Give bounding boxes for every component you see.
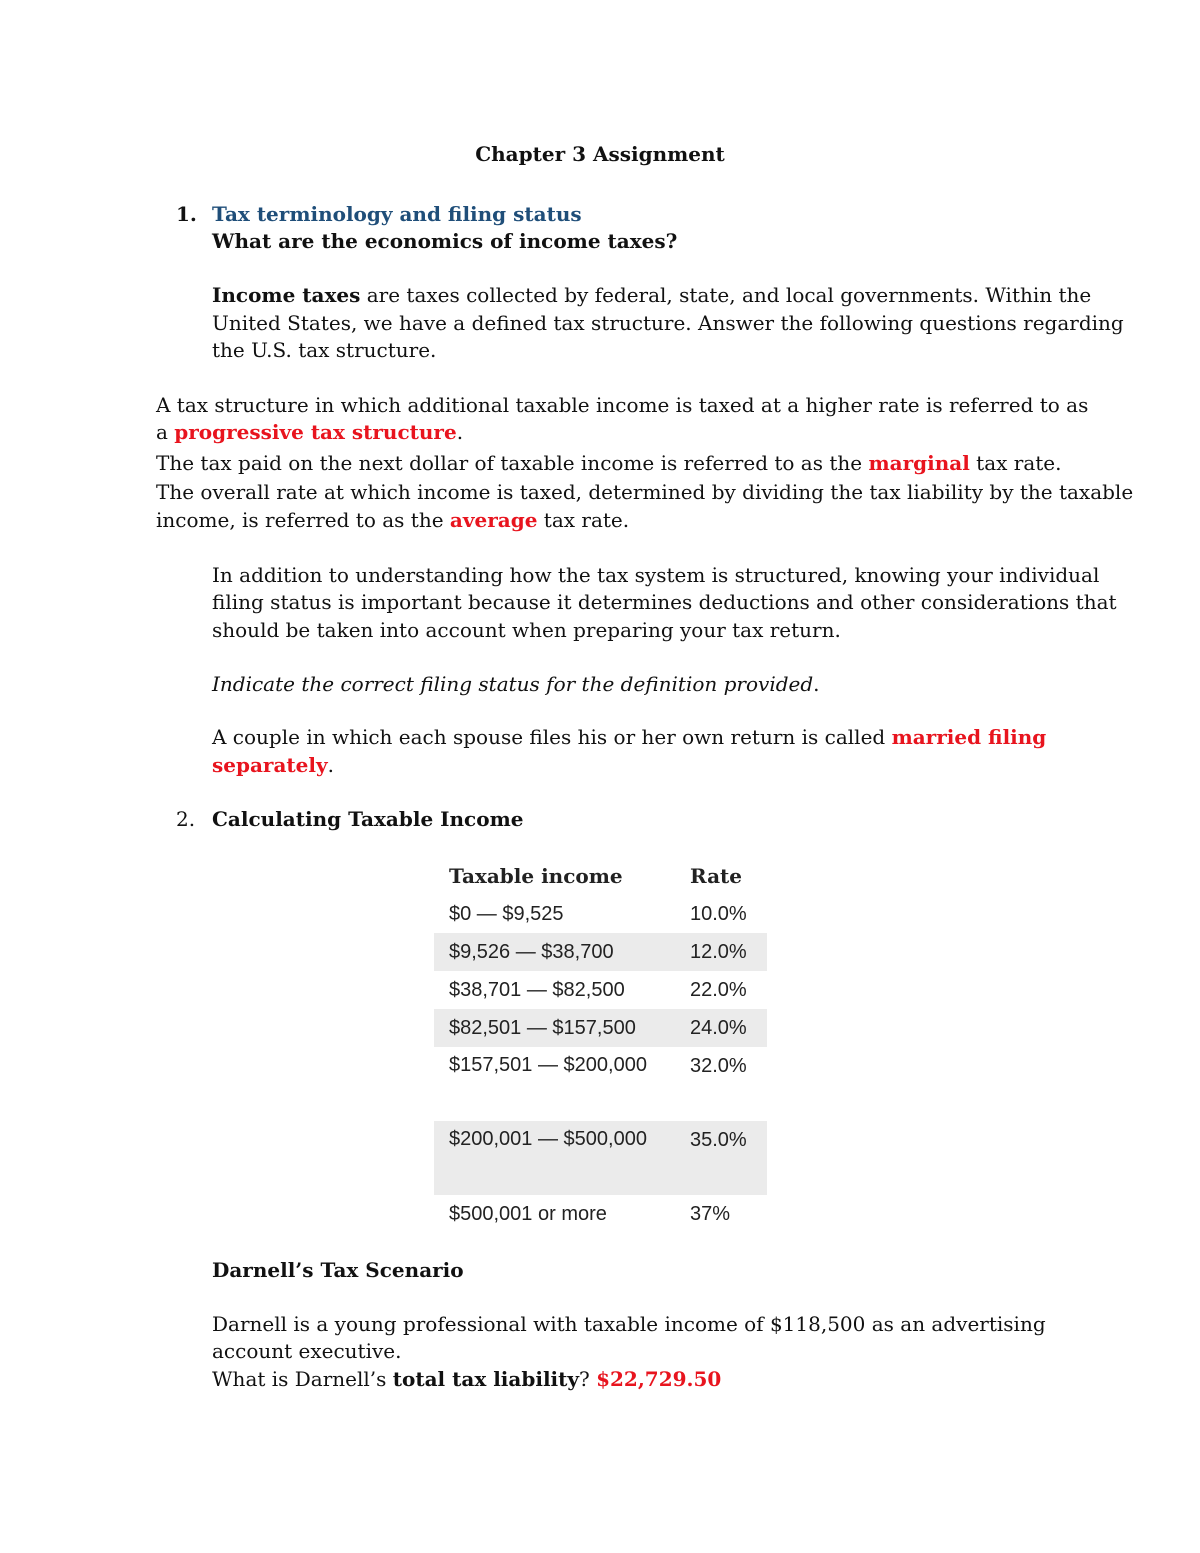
- question-average-suffix: tax rate.: [537, 508, 630, 532]
- intro-paragraph-line-2: United States, we have a defined tax structure. Answer the following questions regarding: [212, 311, 1124, 335]
- answer-progressive: progressive tax structure: [174, 420, 457, 444]
- header-rate: Rate: [690, 864, 743, 888]
- question-progressive-suffix: .: [456, 420, 464, 444]
- answer-average: average: [449, 508, 538, 532]
- bracket-rate: 22.0%: [690, 979, 747, 1001]
- answer-marginal: marginal: [868, 451, 970, 475]
- table-row: [434, 895, 767, 933]
- filing-paragraph-line-2: filing status is important because it determines deductions and other considerations that: [212, 590, 1117, 614]
- question-progressive-prefix: a: [156, 420, 175, 444]
- bracket-rate: 12.0%: [675, 933, 767, 971]
- answer-filing-part-2: separately: [212, 753, 328, 777]
- question-average-prefix: income, is referred to as the: [156, 508, 450, 532]
- intro-paragraph-line-1: [212, 281, 1091, 309]
- section-2-heading: Calculating Taxable Income: [212, 807, 524, 831]
- question-filing-suffix: .: [327, 753, 334, 777]
- section-1-question: What are the economics of income taxes?: [212, 229, 678, 253]
- question-filing-prefix: A couple in which each spouse files his or her own return is called: [212, 725, 892, 749]
- filing-instruction: [212, 670, 820, 698]
- income-taxes-term: Income taxes: [212, 283, 361, 307]
- bracket-range: $38,701 — $82,500: [449, 979, 625, 1001]
- table-row: [434, 1121, 767, 1195]
- filing-paragraph-line-1: In addition to understanding how the tax system is structured, knowing your individual: [212, 563, 1100, 587]
- question-marginal-suffix: tax rate.: [969, 451, 1062, 475]
- section-1-number: 1.: [176, 202, 197, 226]
- bracket-range: $157,501 — $200,000: [449, 1054, 647, 1076]
- scenario-heading: Darnell’s Tax Scenario: [212, 1258, 464, 1282]
- table-row: [434, 1195, 767, 1233]
- question-progressive-line-1: A tax structure in which additional taxable income is taxed at a higher rate is referred to as: [156, 393, 1089, 417]
- bracket-range: $500,001 or more: [449, 1203, 607, 1225]
- question-average-line-2: [156, 506, 629, 534]
- filing-instruction-period: .: [813, 672, 820, 696]
- tax-bracket-table: [434, 857, 767, 1233]
- table-row: [434, 1047, 767, 1121]
- scenario-line-1: Darnell is a young professional with taxable income of $118,500 as an advertising: [212, 1312, 1046, 1336]
- section-1-heading: Tax terminology and filing status: [212, 202, 582, 226]
- bracket-range: $82,501 — $157,500: [434, 1009, 675, 1047]
- intro-paragraph-line-3: the U.S. tax structure.: [212, 338, 437, 362]
- question-marginal-prefix: The tax paid on the next dollar of taxable income is referred to as the: [156, 451, 869, 475]
- liability-prefix: What is Darnell’s: [212, 1367, 393, 1391]
- section-2-number: 2.: [176, 807, 196, 831]
- bracket-rate: 32.0%: [690, 1055, 747, 1077]
- liability-question-mark: ?: [579, 1367, 597, 1391]
- question-progressive-line-2: [156, 418, 463, 446]
- header-taxable-income: Taxable income: [449, 864, 623, 888]
- bracket-range: $0 — $9,525: [449, 903, 564, 925]
- scenario-line-2: account executive.: [212, 1339, 402, 1363]
- intro-text: are taxes collected by federal, state, and local governments. Within the: [360, 283, 1092, 307]
- liability-term: total tax liability: [392, 1367, 579, 1391]
- answer-filing-part-1: married filing: [891, 725, 1047, 749]
- table-row: [434, 971, 767, 1009]
- filing-instruction-text: Indicate the correct filing status for the definition provided: [212, 672, 814, 696]
- bracket-rate: 10.0%: [690, 903, 747, 925]
- table-row: [434, 1009, 767, 1047]
- question-filing-line-2: [212, 751, 334, 779]
- answer-liability: $22,729.50: [596, 1367, 722, 1391]
- bracket-range: $200,001 — $500,000: [434, 1121, 675, 1195]
- bracket-rate: 35.0%: [675, 1121, 767, 1195]
- bracket-rate: 24.0%: [675, 1009, 767, 1047]
- question-filing-line-1: [212, 723, 1046, 751]
- page-title: Chapter 3 Assignment: [475, 142, 725, 166]
- bracket-range: $9,526 — $38,700: [434, 933, 675, 971]
- filing-paragraph-line-3: should be taken into account when preparing your tax return.: [212, 618, 841, 642]
- table-header-row: [434, 857, 767, 895]
- question-average-line-1: The overall rate at which income is taxed, determined by dividing the tax liability by the taxable: [156, 480, 1134, 504]
- table-row: [434, 933, 767, 971]
- bracket-rate: 37%: [690, 1203, 731, 1225]
- question-marginal: [156, 449, 1061, 477]
- liability-question: [212, 1365, 721, 1393]
